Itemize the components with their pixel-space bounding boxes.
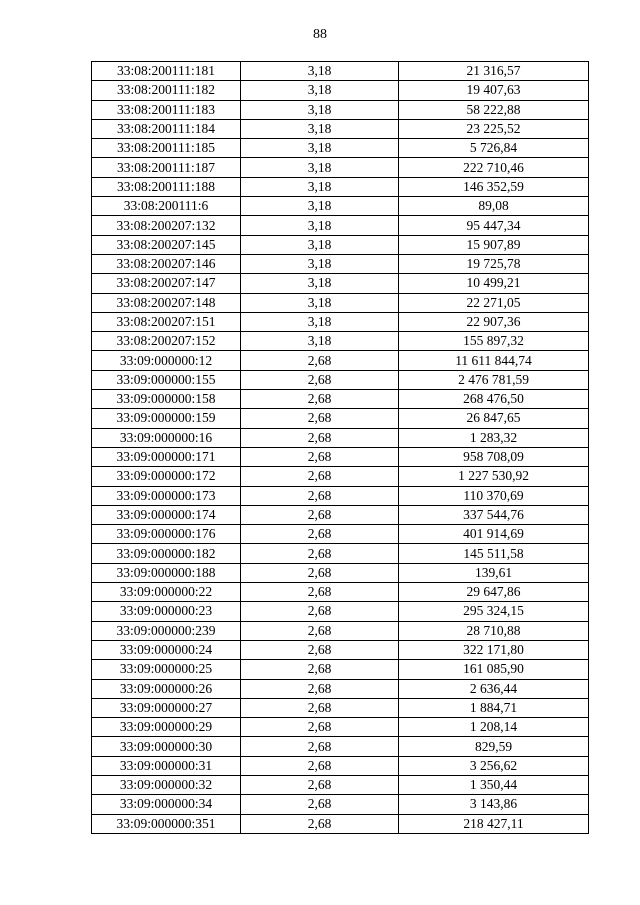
data-table bbox=[91, 61, 589, 834]
cadastral-number-cell: 33:09:000000:12 bbox=[92, 351, 241, 370]
coefficient-cell: 2,68 bbox=[241, 467, 399, 486]
cadastral-number-cell: 33:08:200111:6 bbox=[92, 197, 241, 216]
cadastral-number-cell: 33:09:000000:182 bbox=[92, 544, 241, 563]
cadastral-number-cell: 33:09:000000:22 bbox=[92, 583, 241, 602]
cadastral-number-cell: 33:09:000000:176 bbox=[92, 525, 241, 544]
table-row bbox=[92, 332, 589, 351]
value-cell: 1 283,32 bbox=[399, 428, 589, 447]
cadastral-number-cell: 33:08:200207:145 bbox=[92, 235, 241, 254]
table-row bbox=[92, 177, 589, 196]
cadastral-number-cell: 33:09:000000:25 bbox=[92, 660, 241, 679]
value-cell: 22 907,36 bbox=[399, 312, 589, 331]
table-row bbox=[92, 737, 589, 756]
coefficient-cell: 2,68 bbox=[241, 351, 399, 370]
coefficient-cell: 2,68 bbox=[241, 602, 399, 621]
cadastral-number-cell: 33:09:000000:30 bbox=[92, 737, 241, 756]
value-cell: 23 225,52 bbox=[399, 119, 589, 138]
cadastral-number-cell: 33:09:000000:188 bbox=[92, 563, 241, 582]
value-cell: 161 085,90 bbox=[399, 660, 589, 679]
table-row bbox=[92, 390, 589, 409]
value-cell: 58 222,88 bbox=[399, 100, 589, 119]
coefficient-cell: 3,18 bbox=[241, 197, 399, 216]
table-row bbox=[92, 293, 589, 312]
coefficient-cell: 3,18 bbox=[241, 139, 399, 158]
value-cell: 19 725,78 bbox=[399, 254, 589, 273]
coefficient-cell: 3,18 bbox=[241, 100, 399, 119]
table-row bbox=[92, 216, 589, 235]
value-cell: 3 143,86 bbox=[399, 795, 589, 814]
value-cell: 26 847,65 bbox=[399, 409, 589, 428]
table-row bbox=[92, 640, 589, 659]
cadastral-number-cell: 33:09:000000:158 bbox=[92, 390, 241, 409]
cadastral-number-cell: 33:09:000000:29 bbox=[92, 718, 241, 737]
value-cell: 28 710,88 bbox=[399, 621, 589, 640]
cadastral-number-cell: 33:08:200111:181 bbox=[92, 62, 241, 81]
cadastral-number-cell: 33:09:000000:172 bbox=[92, 467, 241, 486]
cadastral-number-cell: 33:09:000000:155 bbox=[92, 370, 241, 389]
value-cell: 1 884,71 bbox=[399, 698, 589, 717]
coefficient-cell: 2,68 bbox=[241, 640, 399, 659]
table-row bbox=[92, 428, 589, 447]
coefficient-cell: 2,68 bbox=[241, 428, 399, 447]
value-cell: 337 544,76 bbox=[399, 505, 589, 524]
coefficient-cell: 2,68 bbox=[241, 486, 399, 505]
table-row bbox=[92, 254, 589, 273]
coefficient-cell: 2,68 bbox=[241, 621, 399, 640]
cadastral-number-cell: 33:08:200207:147 bbox=[92, 274, 241, 293]
value-cell: 218 427,11 bbox=[399, 814, 589, 833]
value-cell: 146 352,59 bbox=[399, 177, 589, 196]
value-cell: 1 227 530,92 bbox=[399, 467, 589, 486]
value-cell: 1 350,44 bbox=[399, 775, 589, 794]
coefficient-cell: 2,68 bbox=[241, 698, 399, 717]
table-row bbox=[92, 621, 589, 640]
value-cell: 19 407,63 bbox=[399, 81, 589, 100]
cadastral-number-cell: 33:09:000000:174 bbox=[92, 505, 241, 524]
table-row bbox=[92, 602, 589, 621]
table-row bbox=[92, 447, 589, 466]
coefficient-cell: 3,18 bbox=[241, 293, 399, 312]
coefficient-cell: 2,68 bbox=[241, 390, 399, 409]
table-row bbox=[92, 312, 589, 331]
coefficient-cell: 2,68 bbox=[241, 583, 399, 602]
coefficient-cell: 3,18 bbox=[241, 177, 399, 196]
cadastral-number-cell: 33:08:200111:182 bbox=[92, 81, 241, 100]
table-row bbox=[92, 81, 589, 100]
table-row bbox=[92, 544, 589, 563]
table-row bbox=[92, 775, 589, 794]
coefficient-cell: 3,18 bbox=[241, 81, 399, 100]
table-row bbox=[92, 505, 589, 524]
coefficient-cell: 2,68 bbox=[241, 718, 399, 737]
cadastral-number-cell: 33:08:200207:146 bbox=[92, 254, 241, 273]
coefficient-cell: 2,68 bbox=[241, 370, 399, 389]
table-row bbox=[92, 814, 589, 833]
coefficient-cell: 2,68 bbox=[241, 775, 399, 794]
table-row bbox=[92, 197, 589, 216]
cadastral-number-cell: 33:08:200111:185 bbox=[92, 139, 241, 158]
table-row bbox=[92, 486, 589, 505]
value-cell: 22 271,05 bbox=[399, 293, 589, 312]
page-number: 88 bbox=[313, 27, 327, 42]
table-row bbox=[92, 139, 589, 158]
value-cell: 401 914,69 bbox=[399, 525, 589, 544]
table-row bbox=[92, 679, 589, 698]
value-cell: 15 907,89 bbox=[399, 235, 589, 254]
table-row bbox=[92, 370, 589, 389]
value-cell: 5 726,84 bbox=[399, 139, 589, 158]
value-cell: 958 708,09 bbox=[399, 447, 589, 466]
coefficient-cell: 2,68 bbox=[241, 679, 399, 698]
value-cell: 139,61 bbox=[399, 563, 589, 582]
coefficient-cell: 2,68 bbox=[241, 756, 399, 775]
coefficient-cell: 2,68 bbox=[241, 795, 399, 814]
table-row bbox=[92, 795, 589, 814]
coefficient-cell: 2,68 bbox=[241, 525, 399, 544]
coefficient-cell: 3,18 bbox=[241, 62, 399, 81]
coefficient-cell: 3,18 bbox=[241, 254, 399, 273]
table-row bbox=[92, 158, 589, 177]
cadastral-number-cell: 33:09:000000:26 bbox=[92, 679, 241, 698]
cadastral-number-cell: 33:09:000000:23 bbox=[92, 602, 241, 621]
cadastral-number-cell: 33:08:200111:188 bbox=[92, 177, 241, 196]
value-cell: 155 897,32 bbox=[399, 332, 589, 351]
coefficient-cell: 2,68 bbox=[241, 409, 399, 428]
value-cell: 10 499,21 bbox=[399, 274, 589, 293]
cadastral-number-cell: 33:09:000000:173 bbox=[92, 486, 241, 505]
coefficient-cell: 3,18 bbox=[241, 158, 399, 177]
value-cell: 11 611 844,74 bbox=[399, 351, 589, 370]
value-cell: 2 636,44 bbox=[399, 679, 589, 698]
cadastral-number-cell: 33:08:200207:148 bbox=[92, 293, 241, 312]
value-cell: 2 476 781,59 bbox=[399, 370, 589, 389]
cadastral-number-cell: 33:09:000000:32 bbox=[92, 775, 241, 794]
table-row bbox=[92, 467, 589, 486]
coefficient-cell: 2,68 bbox=[241, 660, 399, 679]
table-row bbox=[92, 718, 589, 737]
value-cell: 29 647,86 bbox=[399, 583, 589, 602]
value-cell: 829,59 bbox=[399, 737, 589, 756]
value-cell: 21 316,57 bbox=[399, 62, 589, 81]
cadastral-number-cell: 33:09:000000:239 bbox=[92, 621, 241, 640]
coefficient-cell: 3,18 bbox=[241, 119, 399, 138]
cadastral-number-cell: 33:09:000000:171 bbox=[92, 447, 241, 466]
cadastral-number-cell: 33:09:000000:34 bbox=[92, 795, 241, 814]
table-row bbox=[92, 660, 589, 679]
cadastral-number-cell: 33:09:000000:24 bbox=[92, 640, 241, 659]
coefficient-cell: 2,68 bbox=[241, 447, 399, 466]
table-row bbox=[92, 563, 589, 582]
cadastral-number-cell: 33:09:000000:27 bbox=[92, 698, 241, 717]
cadastral-number-cell: 33:08:200207:151 bbox=[92, 312, 241, 331]
cadastral-number-cell: 33:09:000000:159 bbox=[92, 409, 241, 428]
cadastral-number-cell: 33:08:200207:152 bbox=[92, 332, 241, 351]
table-row bbox=[92, 409, 589, 428]
table-row bbox=[92, 756, 589, 775]
table-row bbox=[92, 583, 589, 602]
table-row bbox=[92, 274, 589, 293]
value-cell: 95 447,34 bbox=[399, 216, 589, 235]
cadastral-number-cell: 33:08:200111:187 bbox=[92, 158, 241, 177]
coefficient-cell: 3,18 bbox=[241, 216, 399, 235]
value-cell: 295 324,15 bbox=[399, 602, 589, 621]
table-row bbox=[92, 119, 589, 138]
coefficient-cell: 2,68 bbox=[241, 737, 399, 756]
cadastral-number-cell: 33:08:200111:184 bbox=[92, 119, 241, 138]
table-body bbox=[92, 62, 589, 834]
cadastral-number-cell: 33:08:200111:183 bbox=[92, 100, 241, 119]
table-row bbox=[92, 351, 589, 370]
coefficient-cell: 3,18 bbox=[241, 235, 399, 254]
coefficient-cell: 3,18 bbox=[241, 274, 399, 293]
coefficient-cell: 3,18 bbox=[241, 332, 399, 351]
cadastral-number-cell: 33:09:000000:16 bbox=[92, 428, 241, 447]
value-cell: 268 476,50 bbox=[399, 390, 589, 409]
cadastral-number-cell: 33:09:000000:31 bbox=[92, 756, 241, 775]
coefficient-cell: 3,18 bbox=[241, 312, 399, 331]
coefficient-cell: 2,68 bbox=[241, 505, 399, 524]
value-cell: 3 256,62 bbox=[399, 756, 589, 775]
coefficient-cell: 2,68 bbox=[241, 814, 399, 833]
value-cell: 1 208,14 bbox=[399, 718, 589, 737]
value-cell: 145 511,58 bbox=[399, 544, 589, 563]
coefficient-cell: 2,68 bbox=[241, 563, 399, 582]
table-row bbox=[92, 100, 589, 119]
table-row bbox=[92, 235, 589, 254]
table-row bbox=[92, 698, 589, 717]
cadastral-number-cell: 33:08:200207:132 bbox=[92, 216, 241, 235]
coefficient-cell: 2,68 bbox=[241, 544, 399, 563]
value-cell: 222 710,46 bbox=[399, 158, 589, 177]
table-row bbox=[92, 62, 589, 81]
cadastral-number-cell: 33:09:000000:351 bbox=[92, 814, 241, 833]
table-row bbox=[92, 525, 589, 544]
value-cell: 110 370,69 bbox=[399, 486, 589, 505]
value-cell: 89,08 bbox=[399, 197, 589, 216]
value-cell: 322 171,80 bbox=[399, 640, 589, 659]
